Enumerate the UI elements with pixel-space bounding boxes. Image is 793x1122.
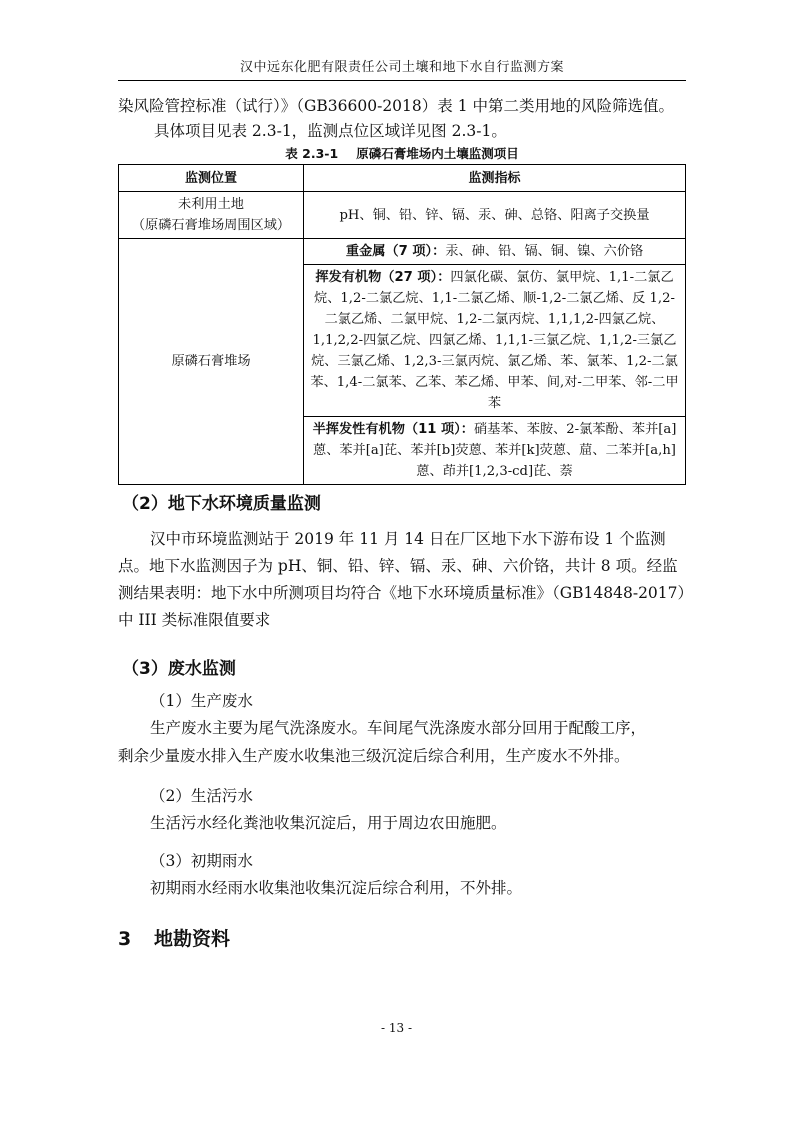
production-wastewater-line-1: 生产废水主要为尾气洗涤废水。车间尾气洗涤废水部分回用于配酸工序， — [150, 719, 647, 737]
location-line: （原磷石膏堆场周围区域） — [131, 218, 291, 233]
group-title: 重金属（7 项）： — [345, 244, 446, 259]
initial-rainwater-text: 初期雨水经雨水收集池收集沉淀后综合利用，不外排。 — [150, 879, 523, 897]
header-rule — [118, 80, 686, 81]
indicator-cell: pH、铜、铅、锌、镉、汞、砷、总铬、阳离子交换量 — [304, 192, 686, 239]
table-caption-title: 原磷石膏堆场内土壤监测项目 — [356, 146, 519, 161]
group-body: 硝基苯、苯胺、2-氯苯酚、苯并[a]蒽、苯并[a]芘、苯并[b]荧蒽、苯并[k]荧蒽、䓛、二苯并[a,h]蒽、茚并[1,2,3-cd]芘、萘 — [313, 422, 677, 479]
page-number: - 13 - — [380, 1021, 412, 1035]
intro-line-2: 具体项目见表 2.3-1，监测点位区域详见图 2.3-1。 — [154, 122, 507, 140]
intro-line-1: 染风险管控标准（试行）》（GB36600-2018）表 1 中第二类用地的风险筛选值。 — [118, 97, 674, 115]
group-body: 汞、砷、铅、镉、铜、镍、六价铬 — [445, 244, 644, 259]
section-number: 3 — [118, 928, 132, 950]
groundwater-text: 汉中市环境监测站于 2019 年 11 月 14 日在厂区地下水下游布设 1 个监测点。地下水监测因子为 pH、铜、铅、锌、镉、汞、砷、六价铬，共计 8 项。经监测结果表明：地下水中所测项目均符合《地下水环境质量标准》（GB14848-2017）中 III 类标准限值要求 — [118, 530, 686, 629]
subheading-production-wastewater: （1）生产废水 — [150, 692, 253, 710]
section-title: 地勘资料 — [154, 928, 231, 950]
subheading-initial-rainwater: （3）初期雨水 — [150, 852, 253, 870]
location-cell: 原磷石膏堆场 — [119, 239, 304, 485]
table-row — [119, 192, 686, 239]
subheading-domestic-sewage: （2）生活污水 — [150, 787, 253, 805]
col-header-location: 监测位置 — [119, 165, 304, 192]
heading-groundwater: （2）地下水环境质量监测 — [122, 494, 321, 514]
table-caption — [118, 144, 686, 162]
indicator-cell-heavy-metals — [304, 239, 686, 265]
section-3-heading — [118, 924, 230, 951]
production-wastewater-line-2: 剩余少量废水排入生产废水收集池三级沉淀后综合利用，生产废水不外排。 — [118, 747, 630, 765]
indicator-cell-vocs — [304, 265, 686, 417]
col-header-indicator: 监测指标 — [304, 165, 686, 192]
group-title: 挥发有机物（27 项）： — [315, 270, 451, 285]
running-header: 汉中远东化肥有限责任公司土壤和地下水自行监测方案 — [239, 60, 564, 75]
indicator-cell-svocs — [304, 417, 686, 485]
groundwater-paragraph — [118, 526, 688, 634]
group-body: 四氯化碳、氯仿、氯甲烷、1,1-二氯乙烷、1,2-二氯乙烷、1,1-二氯乙烯、顺-1,2-二氯乙烯、反 1,2-二氯乙烯、二氯甲烷、1,2-二氯丙烷、1,1,1,2-四氯乙烷、1,1,2,2-四氯乙烷、四氯乙烯、1,1,1-三氯乙烷、1,1,2-三氯乙烷、三氯乙烯、1,2,3-三氯丙烷、氯乙烯、苯、氯苯、1,2-二氯苯、1,4-二氯苯、乙苯、苯乙烯、甲苯、间,对-二甲苯、邻-二甲苯 — [310, 270, 679, 411]
table-row — [119, 239, 686, 265]
group-title: 半挥发性有机物（11 项）： — [312, 422, 474, 437]
table-caption-number: 表 2.3-1 — [285, 146, 339, 161]
domestic-sewage-text: 生活污水经化粪池收集沉淀后，用于周边农田施肥。 — [150, 814, 507, 832]
location-line: 未利用土地 — [178, 197, 244, 212]
monitoring-table — [118, 164, 686, 485]
location-cell — [119, 192, 304, 239]
table-header-row — [119, 165, 686, 192]
heading-wastewater: （3）废水监测 — [122, 659, 236, 679]
